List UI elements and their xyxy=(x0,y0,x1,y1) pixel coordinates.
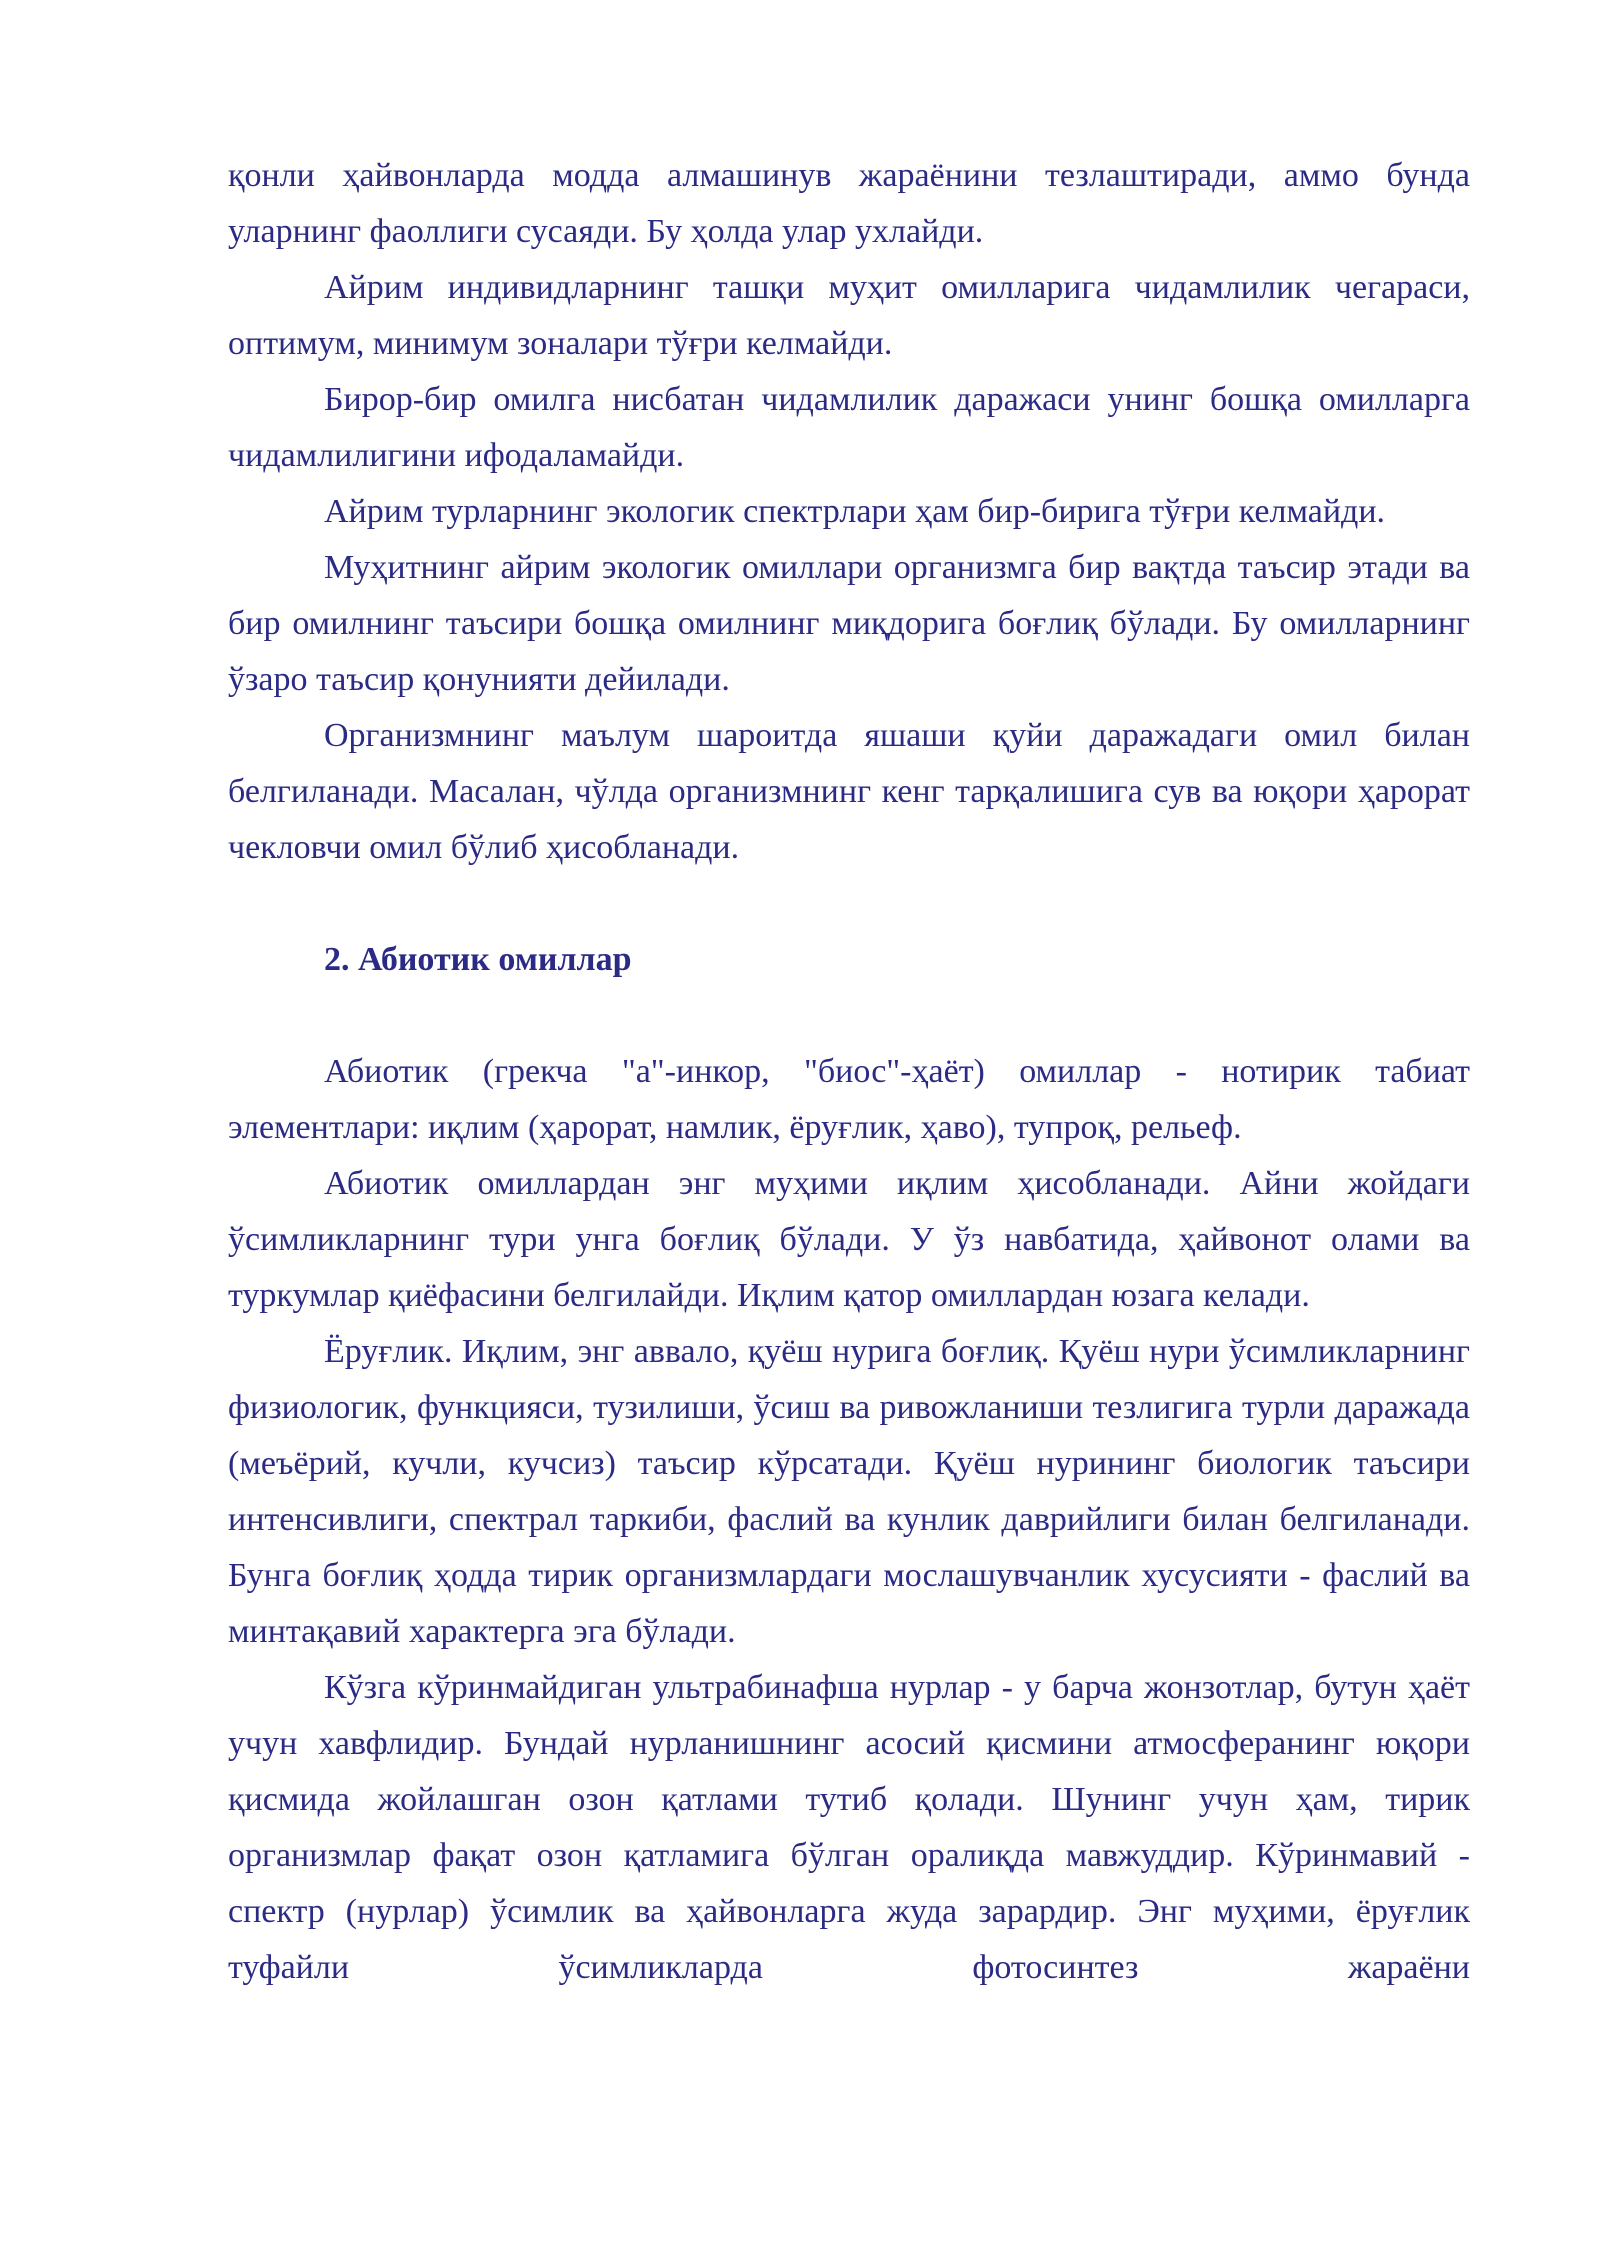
paragraph: Айрим турларнинг экологик спектрлари ҳам бир-бирига тўғри келмайди. xyxy=(324,493,1386,530)
paragraph: Бирор-бир омилга нисбатан чидамлилик даражаси унинг бошқа омилларга чидамлилигини ифодаламайди. xyxy=(228,381,1470,474)
paragraph-last: Кўзга кўринмайдиган ультрабинафша нурлар - у барча жонзотлар, бутун ҳаёт учун хавфлидир. Бундай нурланишнинг асосий қисмини атмосферанинг юқори қисмида жойлашган озон қатлами тутиб қолади. Шунинг учун ҳам, тирик организмлар фақат озон қатламига бўлган оралиқда мавжуддир. Кўринмавий - спектр (нурлар) ўсимлик ва ҳайвонларга жуда зарардир. Энг муҳими, ёруғлик туфайли ўсимликларда фотосинтез жараёни xyxy=(228,1669,1470,1986)
blank-line xyxy=(228,876,1470,932)
document-body xyxy=(228,148,1470,1996)
paragraph: Абиотик (грекча "а"-инкор, "биос"-ҳаёт) омиллар - нотирик табиат элементлари: иқлим (ҳарорат, намлик, ёруғлик, ҳаво), тупроқ, рельеф. xyxy=(228,1053,1470,1146)
paragraph: Организмнинг маълум шароитда яшаши қуйи даражадаги омил билан белгиланади. Масалан, чўлда организмнинг кенг тарқалишига сув ва юқори ҳарорат чекловчи омил бўлиб ҳисобланади. xyxy=(228,717,1470,866)
blank-line xyxy=(228,988,1470,1044)
paragraph: Ёруғлик. Иқлим, энг аввало, қуёш нурига боғлиқ. Қуёш нури ўсимликларнинг физиологик, функцияси, тузилиши, ўсиш ва ривожланиши тезлигига турли даражада (меъёрий, кучли, кучсиз) таъсир кўрсатади. Қуёш нурининг биологик таъсири интенсивлиги, спектрал таркиби, фаслий ва кунлик даврийлиги билан белгиланади. Бунга боғлиқ ҳодда тирик организмлардаги мослашувчанлик хусусияти - фаслий ва минтақавий характерга эга бўлади. xyxy=(228,1333,1470,1650)
paragraph-continuation: қонли ҳайвонларда модда алмашинув жараёнини тезлаштиради, аммо бунда уларнинг фаоллиги сусаяди. Бу ҳолда улар ухлайди. xyxy=(228,157,1470,250)
section-heading: 2. Абиотик омиллар xyxy=(324,941,632,978)
paragraph: Муҳитнинг айрим экологик омиллари организмга бир вақтда таъсир этади ва бир омилнинг таъсири бошқа омилнинг миқдорига боғлиқ бўлади. Бу омилларнинг ўзаро таъсир қонунияти дейилади. xyxy=(228,549,1470,698)
paragraph: Абиотик омиллардан энг муҳими иқлим ҳисобланади. Айни жойдаги ўсимликларнинг тури унга боғлиқ бўлади. У ўз навбатида, ҳайвонот олами ва туркумлар қиёфасини белгилайди. Иқлим қатор омиллардан юзага келади. xyxy=(228,1165,1470,1314)
paragraph: Айрим индивидларнинг ташқи муҳит омилларига чидамлилик чегараси, оптимум, минимум зоналари тўғри келмайди. xyxy=(228,269,1470,362)
